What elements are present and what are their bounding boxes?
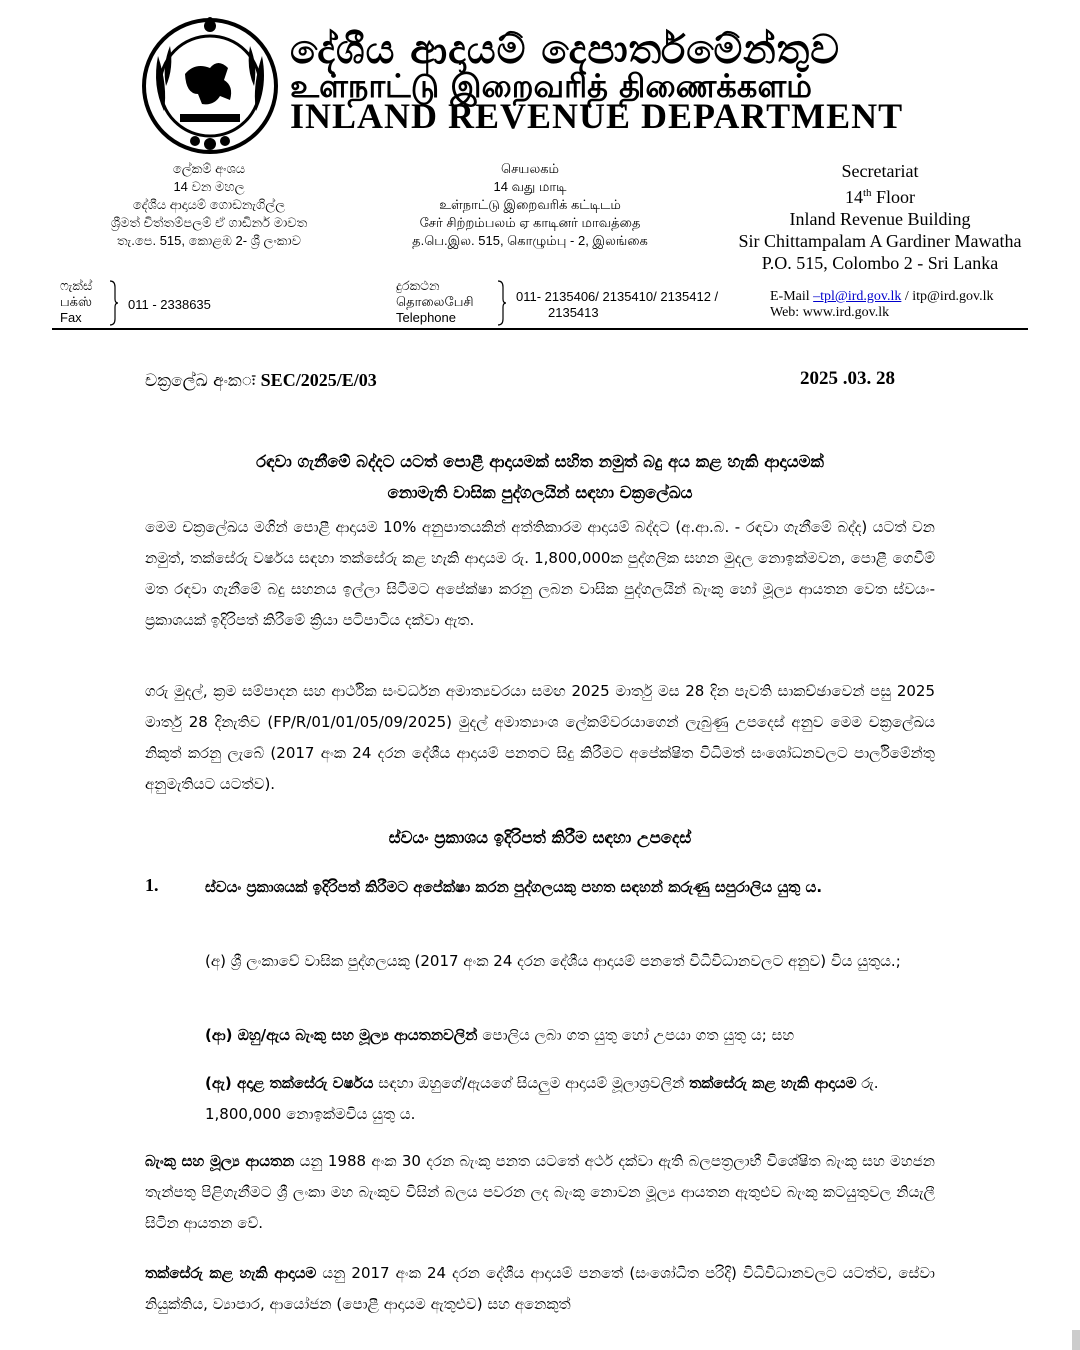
- email-line: E-Mail –tpl@ird.gov.lk / itp@ird.gov.lk: [770, 289, 994, 304]
- paragraph-definition-banks: බැංකු සහ මූල්‍ය ආයතන යනු 1988 අංක 30 දරන බැංකු පනත යටතේ අර්ථ දක්වා ඇති බලපත්‍රලාභී විශේෂිත බැංකු සහ මහජන තැන්පතු පිළිගැනීමට ශ්‍රී ලංකා මහ බැංකුව විසින් බලය පවරන ලද බැංකු නොවන මූල්‍ය ආයතන ඇතුළුව බැංකු කටයුතුවල නියැලී සිටින ආයතන වේ.: [145, 1152, 935, 1232]
- department-name-english: INLAND REVENUE DEPARTMENT: [290, 96, 904, 136]
- web-line: Web: www.ird.gov.lk: [770, 305, 890, 320]
- tel-label-si: දුරකථන: [396, 278, 440, 293]
- address-line: 14 වන මහල: [173, 179, 245, 194]
- tel-line: 2135413: [548, 305, 599, 320]
- address-line: තැ.පෙ. 515, කොළඹ 2- ශ්‍රී ලංකාව: [117, 233, 301, 248]
- address-line: ලේකම් අංශය: [172, 161, 246, 176]
- address-line: சேர் சிற்றம்பலம் ஏ காடினர் மாவத்தை: [419, 215, 641, 230]
- department-name-tamil: உள்நாட்டு இறைவரித் திணைக்களம்: [290, 67, 812, 105]
- item-1-c: (ඇ) අදාළ තක්සේරු වර්ෂය සඳහා ඔහුගේ/ඇයගේ සියලුම ආදායම් මූලාශ්‍රවලින් තක්සේරු කළ හැකි ආදායම රු. 1,800,000 නොඉක්මවිය යුතු ය.: [205, 1074, 879, 1123]
- fax-label-ta: பக்ஸ்: [60, 294, 92, 309]
- sri-lanka-emblem-logo: [140, 16, 280, 156]
- tel-line: 011- 2135406/ 2135410/ 2135412 /: [516, 289, 719, 304]
- circular-reference: චක්‍රලේඛ අංකः SEC/2025/E/03: [145, 370, 377, 391]
- header-divider: [52, 328, 1028, 330]
- email-link[interactable]: –tpl@ird.gov.lk: [813, 289, 902, 304]
- section-heading: ස්වයං ප්‍රකාශය ඉදිරිපත් කිරීම සඳහා උපදෙස්: [388, 828, 692, 847]
- address-line: உள்நாட்டு இறைவரிக் கட்டிடம்: [439, 197, 621, 212]
- address-line: Sir Chittampalam A Gardiner Mawatha: [738, 231, 1022, 251]
- item-number: 1.: [145, 875, 159, 895]
- address-english: [700, 160, 1060, 274]
- paragraph-definition-income: තක්සේරු කළ හැකි ආදායම යනු 2017 අංක 24 දරන දේශීය ආදායම් පනතේ (සංශෝධිත පරිදි) විධිවිධානවලට යටත්ව, සේවා නියුක්තිය, ව්‍යාපාර, ආයෝජන (පොළී ආදායම ඇතුළුව) සහ අනෙකුත්: [145, 1264, 935, 1313]
- circular-date: 2025 .03. 28: [800, 368, 895, 389]
- tel-label-en: Telephone: [396, 310, 456, 325]
- address-line: செயலகம்: [500, 161, 560, 176]
- address-floor: 14th Floor: [844, 187, 916, 207]
- email-web: [770, 289, 1060, 321]
- item-1-b: (ආ) ඔහු/ඇය බැංකු සහ මූල්‍ය ආයතනවලින් පොලිය ලබා ගත යුතු හෝ උපයා ගත යුතු ය; සහ: [205, 1026, 795, 1044]
- circular-title-line1: රඳවා ගැනීමේ බද්දට යටත් පොළී ආදායමක් සහිත නමුත් බදු අය කළ හැකි ආදායමක්: [256, 452, 824, 471]
- reference-number: SEC/2025/E/03: [260, 370, 377, 390]
- address-line: P.O. 515, Colombo 2 - Sri Lanka: [761, 253, 999, 273]
- address-sinhala: [50, 160, 368, 250]
- circular-title-line2: නොමැති වාසික පුද්ගලයින් සඳහා චක්‍රලේඛය: [387, 483, 693, 502]
- paragraph-intro: මෙම චක්‍රලේඛය මගින් පොළී ආදායම 10% අනුපාතයකින් අත්තිකාරම ආදායම් බද්දට (අ.ආ.බ. - රඳවා ගැනීමේ බද්ද) යටත් වන නමුත්, තක්සේරු වර්ෂය සඳහා තක්සේරු කළ හැකි ආදායම රු. 1,800,000ක පුද්ගලික සහන මුදල නොඉක්මවන, පොළී ගෙවීම් මත රඳවා ගැනීමේ බදු සහනය ඉල්ලා සිටීමට අපේක්ෂා කරනු ලබන වාසික පුද්ගලයින් බැංකු හෝ මූල්‍ය ආයතන වෙත ස්වයං-ප්‍රකාශයක් ඉදිරිපත් කිරීමේ ක්‍රියා පටිපාටිය දක්වා ඇත.: [145, 518, 935, 629]
- address-line: ශ්‍රීමත් චිත්තම්පලම් ඒ ගාඩිනර් මාවත: [110, 215, 308, 230]
- page-edge-mark: [1072, 1330, 1080, 1350]
- telephone-labels: [396, 278, 506, 326]
- paragraph-authority: ගරු මුදල්, ක්‍රම සම්පාදන සහ ආර්ථික සංවර්ධන අමාත්‍යවරයා සමඟ 2025 මාර්තු මස 28 දින පැවති සාකච්ඡාවෙන් පසු 2025 මාර්තු 28 දිනැතිව (FP/R/01/01/05/09/2025) මුදල් අමාත්‍යාංශ ලේකම්වරයාගෙන් ලැබුණු උපදෙස් අනුව මෙම චක්‍රලේඛය නිකුත් කරනු ලැබේ (2017 අංක 24 දරන දේශීය ආදායම් පනතට සිදු කිරීමට අපේක්ෂිත විධිමත් සංශෝධනවලට පාර්ලිමේන්තු අනුමැතියට යටත්ව).: [145, 682, 935, 793]
- fax-label-en: Fax: [60, 310, 82, 325]
- fax-label-si: ෆැක්ස්: [60, 278, 93, 293]
- fax-number: 011 - 2338635: [128, 297, 211, 312]
- address-tamil: [370, 160, 690, 250]
- tel-label-ta: தொலைபேசி: [396, 294, 474, 309]
- address-line: த.பெ.இல. 515, கொழும்பு - 2, இலங்கை: [412, 233, 648, 248]
- telephone-numbers: [516, 289, 746, 321]
- department-name-sinhala: දේශීය ආදායම් දෙපාර්තමේන්තුව: [290, 27, 840, 73]
- address-line: Secretariat: [841, 161, 919, 181]
- item-1-a: (අ) ශ්‍රී ලංකාවේ වාසික පුද්ගලයකු (2017 අංක 24 දරන දේශීය ආදායම් පනතේ විධිවිධානවලට අනුව) විය යුතුය.;: [205, 952, 901, 970]
- address-line: 14 வது மாடி: [493, 179, 567, 194]
- address-line: Inland Revenue Building: [789, 209, 971, 229]
- item-1-text: ස්වයං ප්‍රකාශයක් ඉදිරිපත් කිරීමට අපේක්ෂා කරන පුද්ගලයකු පහත සඳහන් කරුණු සපුරාලිය යුතු ය.: [205, 878, 823, 896]
- brace-icon: [108, 280, 118, 326]
- address-line: දේශීය ආදායම් ගොඩනැගිල්ල: [132, 197, 286, 212]
- brace-icon: [496, 280, 506, 326]
